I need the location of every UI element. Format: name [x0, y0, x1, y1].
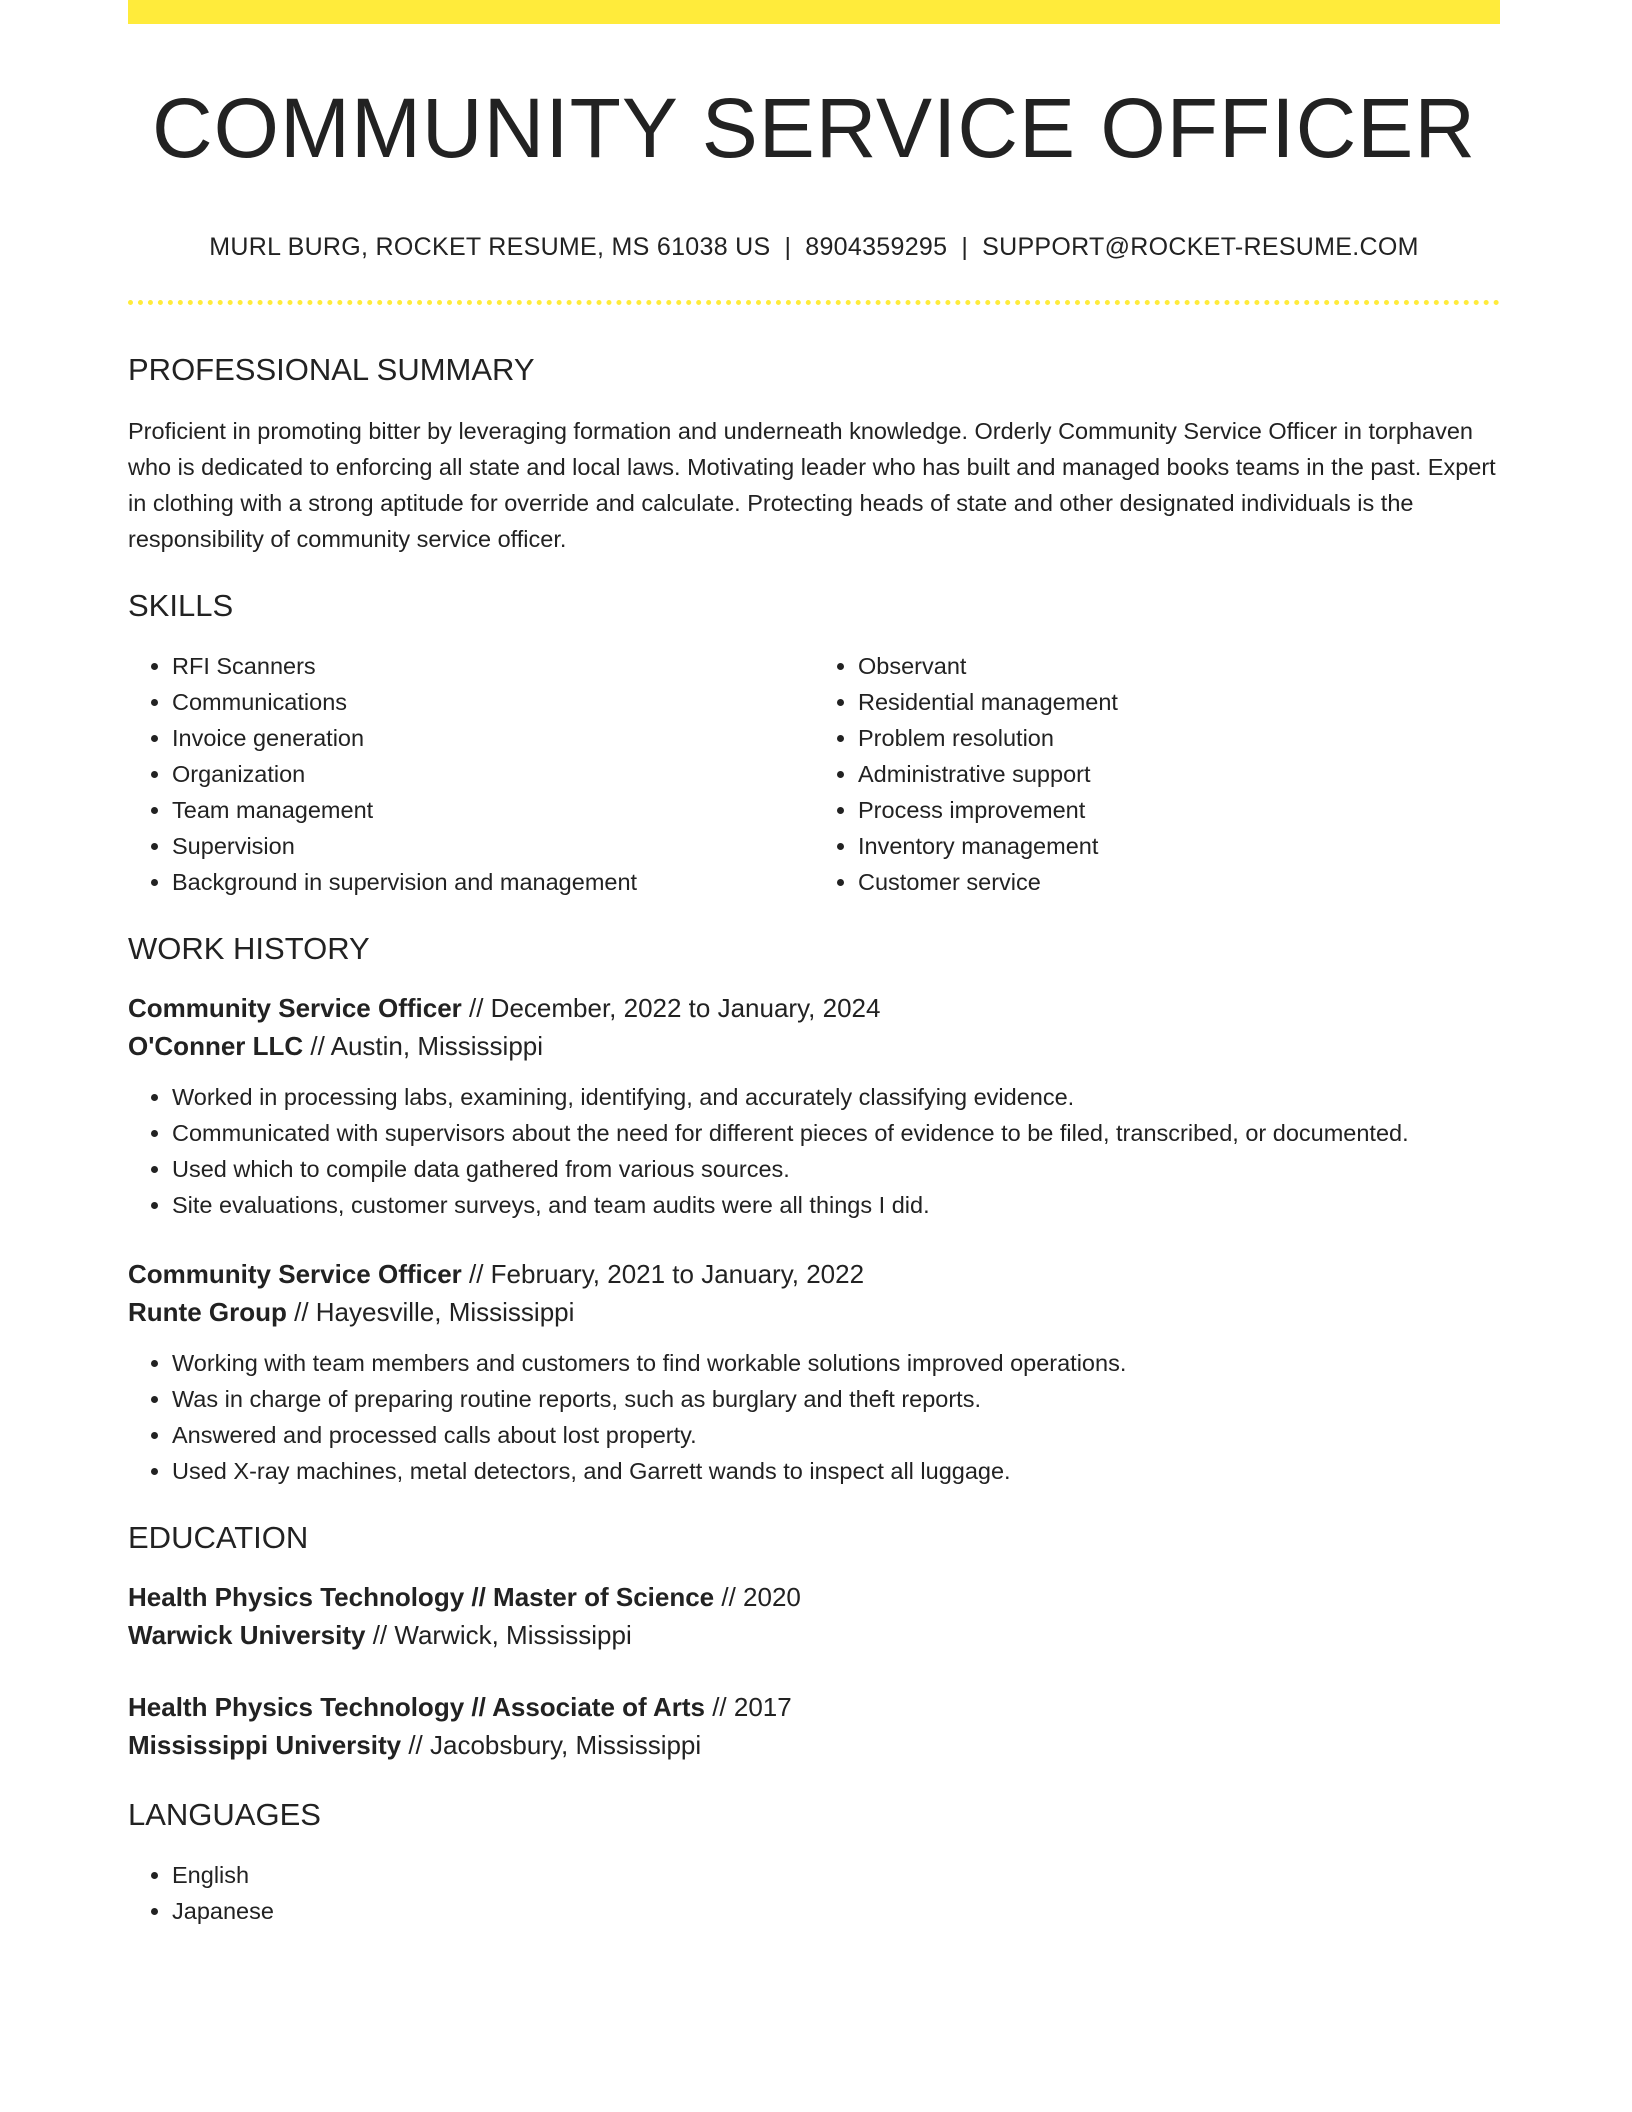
- job-bullet: • Answered and processed calls about lost property.: [172, 1417, 1500, 1453]
- job-entry: [128, 989, 1500, 1223]
- job-role: Community Service Officer: [128, 992, 462, 1023]
- accent-top-bar: [128, 0, 1500, 24]
- skill-item: • Observant: [858, 648, 1500, 684]
- skill-item: • Residential management: [858, 684, 1500, 720]
- contact-address: MURL BURG, ROCKET RESUME, MS 61038 US: [209, 233, 771, 262]
- education-school-line: [128, 1616, 1500, 1654]
- education-school: Warwick University: [128, 1620, 366, 1651]
- education-degree: Health Physics Technology // Associate of Arts: [128, 1692, 705, 1723]
- education-heading: EDUCATION: [128, 1519, 309, 1555]
- summary-text: Proficient in promoting bitter by leveraging formation and underneath knowledge. Orderly Community Service Officer in torphaven who is dedicated to enforcing all state and local laws. Motivating leader who has built and managed books teams in the past. Expert in clothing with a strong aptitude for override and calculate. Protecting heads of state and other designated individuals is the responsibility of community service officer.: [128, 417, 1496, 552]
- job-location: // Austin, Mississippi: [303, 1030, 544, 1061]
- resume-name: COMMUNITY SERVICE OFFICER: [151, 81, 1476, 175]
- job-company: O'Conner LLC: [128, 1030, 304, 1061]
- languages-heading: LANGUAGES: [128, 1797, 321, 1833]
- contact-phone: 8904359295: [805, 233, 948, 262]
- skills-list-left: [128, 648, 814, 900]
- job-title-line: [128, 1255, 1500, 1293]
- job-bullet: • Used X-ray machines, metal detectors, and Garrett wands to inspect all luggage.: [172, 1453, 1500, 1489]
- language-item: • English: [172, 1857, 1500, 1893]
- skill-item: • Process improvement: [858, 792, 1500, 828]
- languages-list: [128, 1857, 1500, 1929]
- contact-email: SUPPORT@ROCKET-RESUME.COM: [982, 233, 1419, 262]
- skill-item: • Communications: [172, 684, 814, 720]
- job-company-line: [128, 1027, 1500, 1065]
- skill-item: • Organization: [172, 756, 814, 792]
- job-title-line: [128, 989, 1500, 1027]
- education-location: // Jacobsbury, Mississippi: [401, 1730, 702, 1761]
- job-dates: // December, 2022 to January, 2024: [461, 992, 881, 1023]
- skills-list-right: [814, 648, 1500, 900]
- job-bullets: [128, 1079, 1500, 1223]
- dotted-divider: [128, 300, 1500, 305]
- skill-item: • Team management: [172, 792, 814, 828]
- education-year: // 2020: [714, 1582, 801, 1613]
- job-bullet: • Working with team members and customers to find workable solutions improved operations.: [172, 1345, 1500, 1381]
- skill-item: • RFI Scanners: [172, 648, 814, 684]
- job-bullet: • Communicated with supervisors about the need for different pieces of evidence to be filed, transcribed, or documented.: [172, 1115, 1500, 1151]
- skill-item: • Customer service: [858, 864, 1500, 900]
- skill-item: • Supervision: [172, 828, 814, 864]
- education-school: Mississippi University: [128, 1730, 402, 1761]
- job-role: Community Service Officer: [128, 1258, 462, 1289]
- job-dates: // February, 2021 to January, 2022: [461, 1258, 865, 1289]
- skill-item: • Inventory management: [858, 828, 1500, 864]
- job-bullet: • Worked in processing labs, examining, identifying, and accurately classifying evidence.: [172, 1079, 1500, 1115]
- work-history-heading: WORK HISTORY: [128, 930, 370, 966]
- skill-item: • Background in supervision and management: [172, 864, 814, 900]
- job-bullet: • Used which to compile data gathered from various sources.: [172, 1151, 1500, 1187]
- skill-item: • Administrative support: [858, 756, 1500, 792]
- resume-page: [128, 0, 1500, 1929]
- skill-item: • Problem resolution: [858, 720, 1500, 756]
- skills-heading: SKILLS: [128, 587, 234, 623]
- education-degree-line: [128, 1688, 1500, 1726]
- contact-line: [128, 232, 1500, 262]
- education-year: // 2017: [704, 1692, 792, 1723]
- job-bullet: • Site evaluations, customer surveys, and team audits were all things I did.: [172, 1187, 1500, 1223]
- language-item: • Japanese: [172, 1893, 1500, 1929]
- education-degree: Health Physics Technology // Master of Science: [128, 1582, 715, 1613]
- job-company: Runte Group: [128, 1296, 287, 1327]
- education-school-line: [128, 1726, 1500, 1764]
- job-location: // Hayesville, Mississippi: [286, 1296, 575, 1327]
- job-company-line: [128, 1293, 1500, 1331]
- job-bullet: • Was in charge of preparing routine reports, such as burglary and theft reports.: [172, 1381, 1500, 1417]
- education-location: // Warwick, Mississippi: [365, 1620, 632, 1651]
- contact-separator: |: [784, 233, 792, 262]
- job-entry: [128, 1255, 1500, 1489]
- job-bullets: [128, 1345, 1500, 1489]
- contact-separator: |: [961, 233, 969, 262]
- education-degree-line: [128, 1578, 1500, 1616]
- education-entry: [128, 1688, 1500, 1764]
- skills-columns: [128, 648, 1500, 900]
- skill-item: • Invoice generation: [172, 720, 814, 756]
- summary-heading: PROFESSIONAL SUMMARY: [128, 352, 535, 388]
- education-entry: [128, 1578, 1500, 1654]
